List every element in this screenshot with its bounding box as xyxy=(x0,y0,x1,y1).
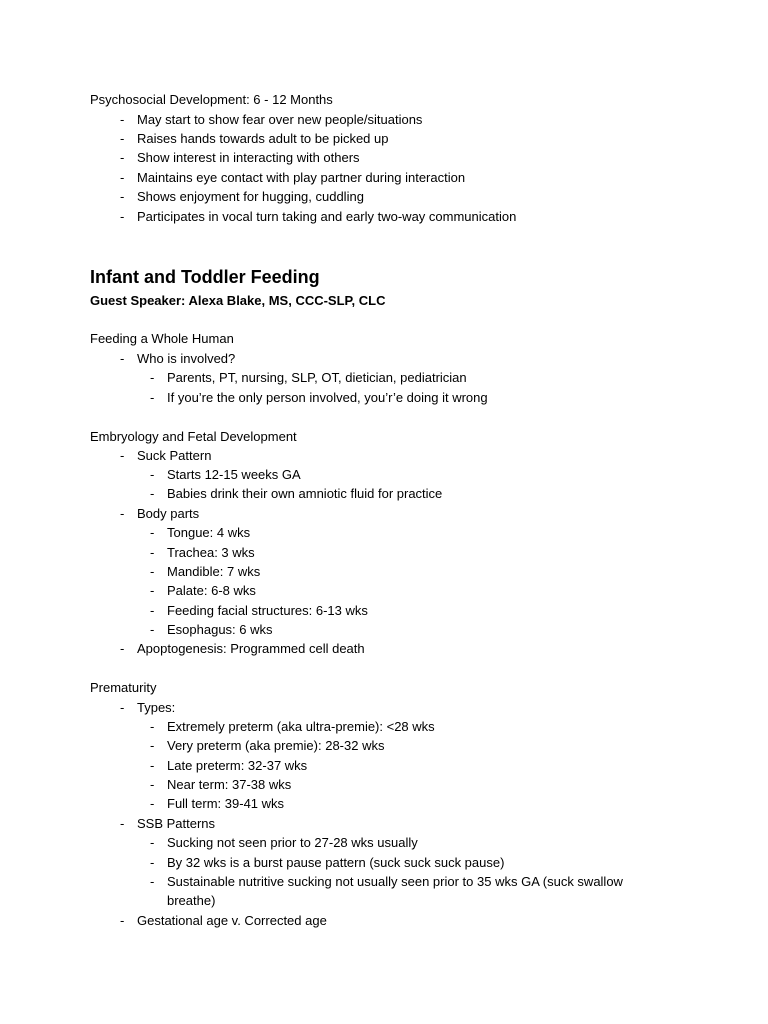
sub-list-item: Full term: 39-41 wks xyxy=(167,796,285,811)
section-heading-prematurity: Prematurity xyxy=(90,680,157,695)
section-heading-whole-human: Feeding a Whole Human xyxy=(90,331,234,346)
list-item: Suck Pattern xyxy=(137,448,212,463)
bullet-dash: - xyxy=(120,189,125,204)
sub-list-item: Palate: 6-8 wks xyxy=(167,583,256,598)
sub-list-item: Parents, PT, nursing, SLP, OT, dietician, pediatrician xyxy=(167,370,467,385)
guest-speaker: Guest Speaker: Alexa Blake, MS, CCC-SLP, CLC xyxy=(90,293,386,308)
bullet-dash: - xyxy=(120,448,125,463)
sub-list-item-continuation: breathe) xyxy=(167,893,216,908)
bullet-dash: - xyxy=(150,719,155,734)
bullet-dash: - xyxy=(150,855,155,870)
bullet-dash: - xyxy=(150,777,155,792)
sub-list-item: Extremely preterm (aka ultra-premie): <28 wks xyxy=(167,719,435,734)
section-heading-embryology: Embryology and Fetal Development xyxy=(90,429,297,444)
list-item: Gestational age v. Corrected age xyxy=(137,913,327,928)
bullet-dash: - xyxy=(120,209,125,224)
bullet-dash: - xyxy=(150,390,155,405)
sub-list-item: Esophagus: 6 wks xyxy=(167,622,273,637)
sub-list-item: Sustainable nutritive sucking not usually seen prior to 35 wks GA (suck swallow xyxy=(167,874,623,889)
sub-list-item: Starts 12-15 weeks GA xyxy=(167,467,301,482)
bullet-dash: - xyxy=(150,603,155,618)
list-item: SSB Patterns xyxy=(137,816,216,831)
bullet-dash: - xyxy=(150,796,155,811)
bullet-dash: - xyxy=(150,835,155,850)
list-item: Participates in vocal turn taking and early two-way communication xyxy=(137,209,517,224)
list-item: May start to show fear over new people/situations xyxy=(137,112,423,127)
bullet-dash: - xyxy=(120,506,125,521)
sub-list-item: Mandible: 7 wks xyxy=(167,564,261,579)
sub-list-item: Sucking not seen prior to 27-28 wks usually xyxy=(167,835,418,850)
bullet-dash: - xyxy=(150,486,155,501)
sub-list-item: Tongue: 4 wks xyxy=(167,525,251,540)
bullet-dash: - xyxy=(150,370,155,385)
sub-list-item: Trachea: 3 wks xyxy=(167,545,255,560)
list-item: Shows enjoyment for hugging, cuddling xyxy=(137,189,364,204)
bullet-dash: - xyxy=(120,131,125,146)
sub-list-item: If you’re the only person involved, you’r’e doing it wrong xyxy=(167,390,488,405)
bullet-dash: - xyxy=(120,150,125,165)
sub-list-item: By 32 wks is a burst pause pattern (suck suck suck pause) xyxy=(167,855,505,870)
sub-list-item: Babies drink their own amniotic fluid for practice xyxy=(167,486,443,501)
bullet-dash: - xyxy=(120,641,125,656)
list-item: Show interest in interacting with others xyxy=(137,150,360,165)
list-item: Who is involved? xyxy=(137,351,236,366)
bullet-dash: - xyxy=(150,758,155,773)
bullet-dash: - xyxy=(120,700,125,715)
bullet-dash: - xyxy=(150,545,155,560)
list-item: Types: xyxy=(137,700,176,715)
bullet-dash: - xyxy=(150,622,155,637)
sub-list-item: Very preterm (aka premie): 28-32 wks xyxy=(167,738,385,753)
sub-list-item: Near term: 37-38 wks xyxy=(167,777,292,792)
list-item: Raises hands towards adult to be picked up xyxy=(137,131,389,146)
bullet-dash: - xyxy=(150,874,155,889)
bullet-dash: - xyxy=(150,564,155,579)
bullet-dash: - xyxy=(150,738,155,753)
bullet-dash: - xyxy=(120,170,125,185)
list-item: Maintains eye contact with play partner during interaction xyxy=(137,170,466,185)
sub-list-item: Feeding facial structures: 6-13 wks xyxy=(167,603,368,618)
bullet-dash: - xyxy=(150,467,155,482)
list-item: Body parts xyxy=(137,506,200,521)
bullet-dash: - xyxy=(120,913,125,928)
bullet-dash: - xyxy=(150,525,155,540)
bullet-dash: - xyxy=(120,816,125,831)
bullet-dash: - xyxy=(120,351,125,366)
section-heading-psychosocial: Psychosocial Development: 6 - 12 Months xyxy=(90,92,333,107)
bullet-dash: - xyxy=(120,112,125,127)
bullet-dash: - xyxy=(150,583,155,598)
list-item: Apoptogenesis: Programmed cell death xyxy=(137,641,365,656)
sub-list-item: Late preterm: 32-37 wks xyxy=(167,758,308,773)
page-title: Infant and Toddler Feeding xyxy=(90,267,320,287)
